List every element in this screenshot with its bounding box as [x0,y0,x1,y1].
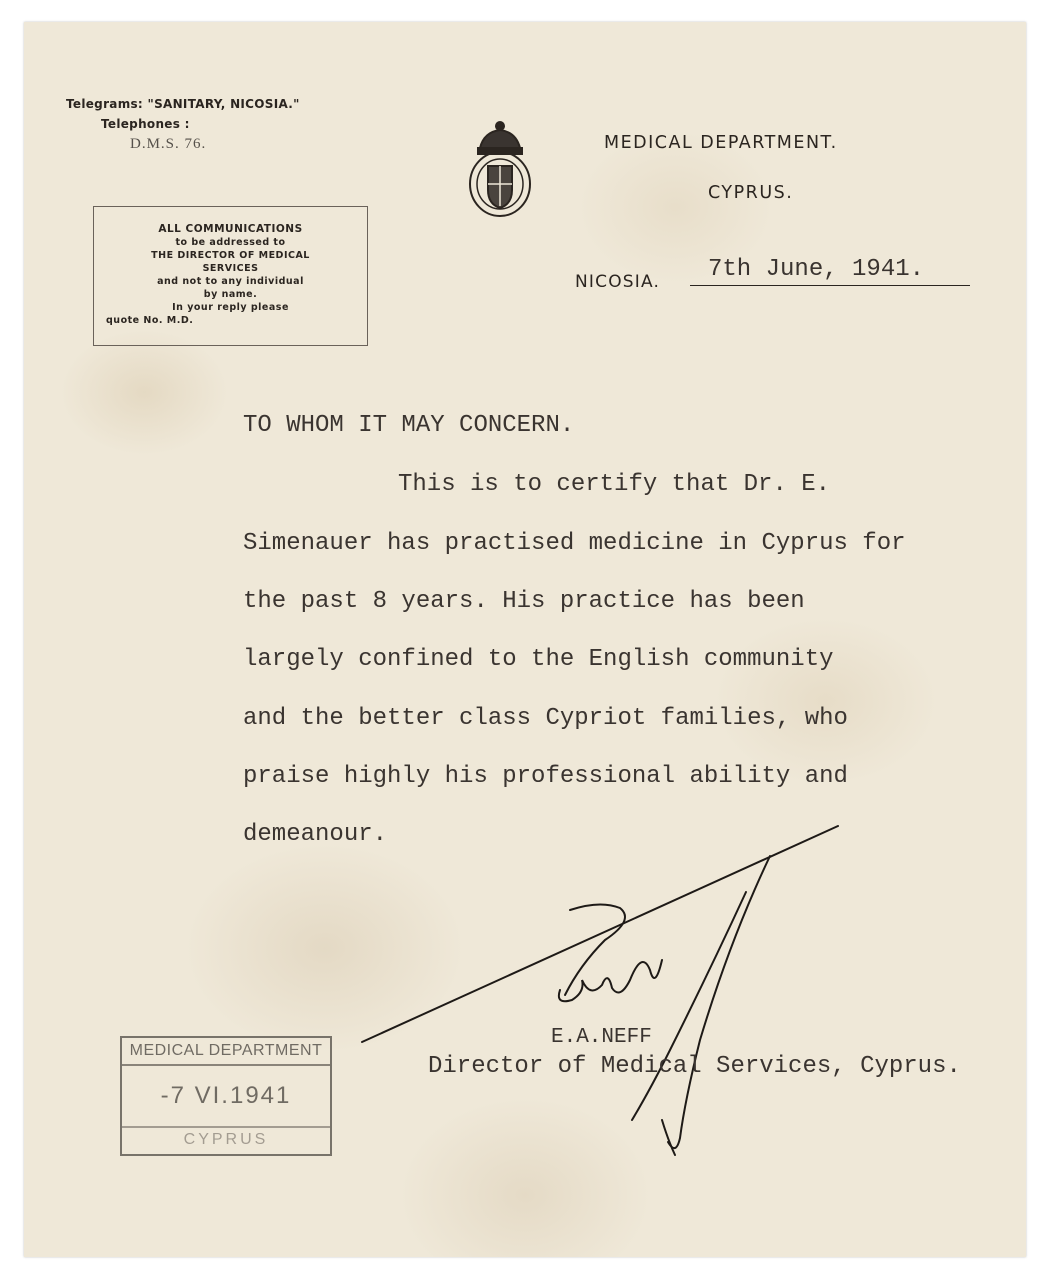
signer-title: Director of Medical Services, Cyprus. [428,1053,961,1080]
body-line: praise highly his professional ability and [243,763,848,790]
dms-number: D.M.S. 76. [130,136,207,152]
communications-box [93,206,368,346]
comm-line: quote No. M.D. [106,315,194,326]
body-line: This is to certify that Dr. E. [398,471,831,498]
salutation: TO WHOM IT MAY CONCERN. [243,412,575,439]
department-country: CYPRUS. [708,183,794,203]
telephones-line: Telephones : [101,117,190,131]
comm-line: to be addressed to [175,237,286,248]
comm-line: by name. [203,289,258,300]
stamp-date: -7 VI.1941 [160,1082,292,1109]
comm-line: THE DIRECTOR OF MEDICAL [151,250,310,261]
body-line: largely confined to the English community [243,646,834,673]
body-line: and the better class Cypriot families, who [243,705,848,732]
signature-icon [350,820,850,1160]
stamp-bottom: CYPRUS [122,1126,330,1149]
body-line: Simenauer has practised medicine in Cyprus for [243,530,906,557]
stamp-top: MEDICAL DEPARTMENT [122,1042,330,1066]
department-title: MEDICAL DEPARTMENT. [604,133,838,153]
letter-date: 7th June, 1941. [708,256,925,283]
signer-name: E.A.NEFF [551,1026,652,1049]
department-stamp [120,1036,332,1156]
body-line: demeanour. [243,821,388,848]
telegrams-line: Telegrams: "SANITARY, NICOSIA." [66,97,300,111]
comm-line: SERVICES [202,263,259,274]
body-line: the past 8 years. His practice has been [243,588,805,615]
comm-heading: ALL COMMUNICATIONS [158,223,303,235]
royal-crest-icon [462,118,538,222]
place-label: NICOSIA. [575,272,661,292]
date-underline [690,285,970,286]
comm-line: and not to any individual [157,276,304,287]
comm-line: In your reply please [172,302,289,313]
